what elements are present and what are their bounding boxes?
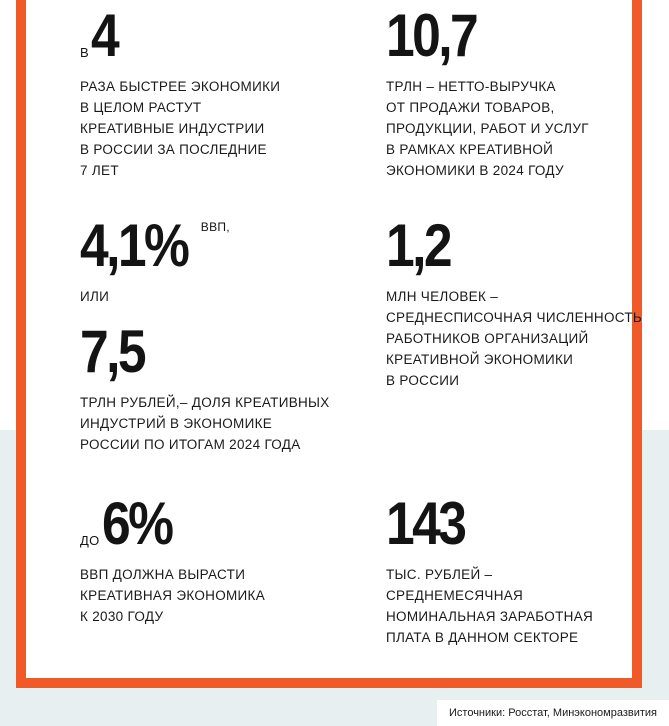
stat-prefix: В — [80, 45, 89, 60]
stat-gdp-share — [80, 212, 230, 279]
stat-trillion-rubles — [80, 318, 330, 455]
stat-number: 4 — [90, 2, 118, 69]
stat-description: ТЫС. РУБЛЕЙ – СРЕДНЕМЕСЯЧНАЯ НОМИНАЛЬНАЯ ЗАРАБОТНАЯ ПЛАТА В ДАННОМ СЕКТОРЕ — [386, 567, 594, 645]
stat-description: ВВП ДОЛЖНА ВЫРАСТИ КРЕАТИВНАЯ ЭКОНОМИКА К 2030 ГОДУ — [80, 567, 266, 624]
stat-number: 6% — [101, 490, 171, 557]
stat-description: ТРЛН – НЕТТО-ВЫРУЧКА ОТ ПРОДАЖИ ТОВАРОВ, ПРОДУКЦИИ, РАБОТ И УСЛУГ В РАМКАХ КРЕАТИВНОЙ ЭКОНОМИКИ В 2024 ГОДУ — [386, 79, 589, 178]
stat-net-revenue — [386, 2, 589, 181]
stat-number: 10,7 — [386, 2, 477, 69]
stat-description: РАЗА БЫСТРЕЕ ЭКОНОМИКИ В ЦЕЛОМ РАСТУТ КРЕАТИВНЫЕ ИНДУСТРИИ В РОССИИ ЗА ПОСЛЕДНИЕ 7 ЛЕТ — [80, 79, 281, 178]
connector-or: ИЛИ — [80, 289, 110, 304]
stat-number: 4,1% — [80, 212, 188, 279]
stat-number: 143 — [386, 490, 465, 557]
stat-number: 7,5 — [80, 318, 145, 385]
source-caption: Источники: Росстат, Минэкономразвития — [437, 700, 669, 726]
stat-description: МЛН ЧЕЛОВЕК – СРЕДНЕСПИСОЧНАЯ ЧИСЛЕННОСТЬ РАБОТНИКОВ ОРГАНИЗАЦИЙ КРЕАТИВНОЙ ЭКОНОМИКИ В РОССИИ — [386, 289, 643, 388]
stat-gdp-target — [80, 490, 266, 627]
stat-employees — [386, 212, 643, 391]
stat-number: 1,2 — [386, 212, 451, 279]
stat-suffix: ВВП, — [200, 220, 230, 234]
stat-prefix: ДО — [80, 533, 100, 548]
stat-description: ТРЛН РУБЛЕЙ,– ДОЛЯ КРЕАТИВНЫХ ИНДУСТРИЙ В ЭКОНОМИКЕ РОССИИ ПО ИТОГАМ 2024 ГОДА — [80, 395, 330, 452]
stat-average-salary — [386, 490, 594, 648]
stat-growth-rate — [80, 2, 281, 181]
